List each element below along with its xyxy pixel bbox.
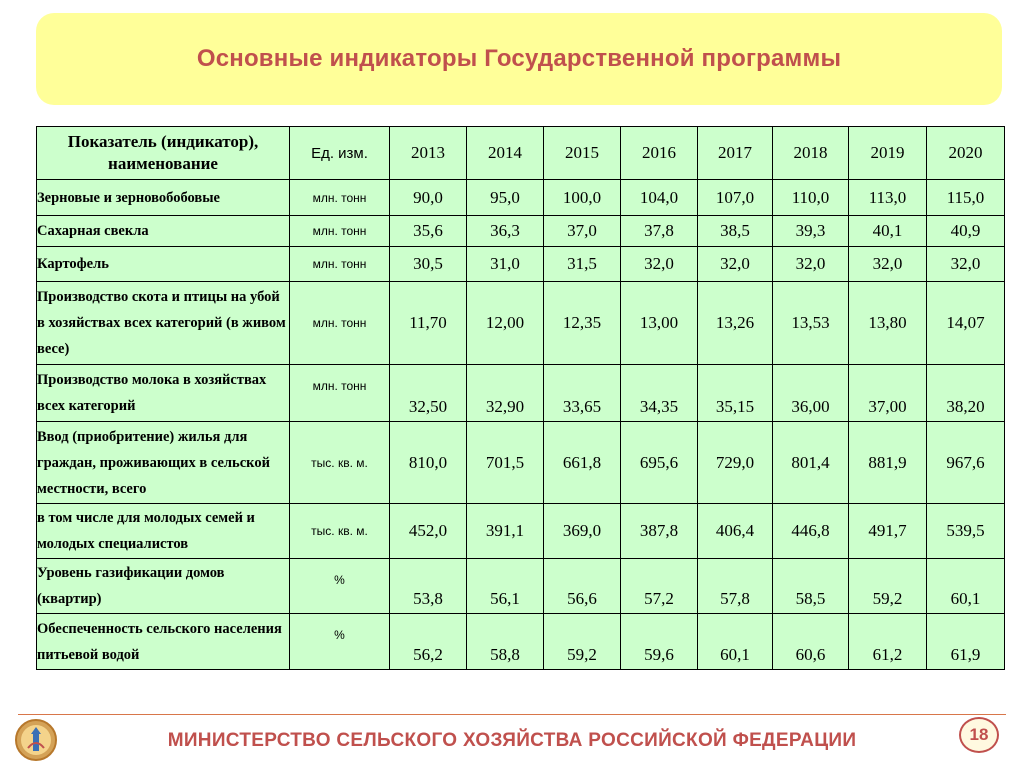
header-year: 2015: [544, 127, 621, 180]
row-value: 391,1: [467, 504, 544, 559]
row-value: 40,9: [927, 216, 1005, 247]
row-value: 58,5: [773, 559, 849, 614]
table-row: [37, 282, 1005, 365]
row-value: 61,9: [927, 614, 1005, 670]
row-value: 729,0: [698, 422, 773, 504]
row-indicator-name: Картофель: [37, 247, 290, 282]
row-value: 369,0: [544, 504, 621, 559]
row-value: 37,8: [621, 216, 698, 247]
header-year: 2016: [621, 127, 698, 180]
row-indicator-name: в том числе для молодых семей и молодых специалистов: [37, 504, 290, 559]
row-value: 36,00: [773, 365, 849, 422]
row-value: 59,2: [849, 559, 927, 614]
row-value: 60,1: [698, 614, 773, 670]
table-row: [37, 216, 1005, 247]
row-unit: млн. тонн: [290, 216, 390, 247]
row-value: 14,07: [927, 282, 1005, 365]
row-value: 37,0: [544, 216, 621, 247]
table-row: [37, 614, 1005, 670]
row-value: 59,6: [621, 614, 698, 670]
header-year: 2017: [698, 127, 773, 180]
row-value: 60,1: [927, 559, 1005, 614]
row-value: 13,26: [698, 282, 773, 365]
row-value: 810,0: [390, 422, 467, 504]
row-value: 53,8: [390, 559, 467, 614]
row-value: 12,35: [544, 282, 621, 365]
row-value: 32,0: [773, 247, 849, 282]
row-value: 95,0: [467, 180, 544, 216]
header-unit: Ед. изм.: [290, 127, 390, 180]
row-unit: млн. тонн: [290, 365, 390, 422]
row-value: 13,00: [621, 282, 698, 365]
header-year: 2014: [467, 127, 544, 180]
row-value: 36,3: [467, 216, 544, 247]
footer-divider: [18, 714, 1006, 715]
row-value: 90,0: [390, 180, 467, 216]
row-value: 115,0: [927, 180, 1005, 216]
row-value: 35,6: [390, 216, 467, 247]
row-indicator-name: Ввод (приобритение) жилья для граждан, проживающих в сельской местности, всего: [37, 422, 290, 504]
row-value: 539,5: [927, 504, 1005, 559]
table-header-row: [37, 127, 1005, 180]
row-unit: %: [290, 559, 390, 614]
row-value: 58,8: [467, 614, 544, 670]
table-row: [37, 247, 1005, 282]
row-value: 801,4: [773, 422, 849, 504]
row-value: 61,2: [849, 614, 927, 670]
row-value: 107,0: [698, 180, 773, 216]
row-indicator-name: Производство молока в хозяйствах всех категорий: [37, 365, 290, 422]
row-value: 13,80: [849, 282, 927, 365]
row-value: 32,0: [621, 247, 698, 282]
row-unit: млн. тонн: [290, 282, 390, 365]
header-year: 2018: [773, 127, 849, 180]
header-year: 2019: [849, 127, 927, 180]
row-value: 110,0: [773, 180, 849, 216]
row-value: 881,9: [849, 422, 927, 504]
row-value: 32,0: [698, 247, 773, 282]
row-value: 32,90: [467, 365, 544, 422]
row-value: 37,00: [849, 365, 927, 422]
row-value: 701,5: [467, 422, 544, 504]
header-year: 2013: [390, 127, 467, 180]
table-row: [37, 365, 1005, 422]
row-indicator-name: Сахарная свекла: [37, 216, 290, 247]
row-value: 57,8: [698, 559, 773, 614]
row-value: 12,00: [467, 282, 544, 365]
page-title: Основные индикаторы Государственной программы: [196, 45, 842, 72]
row-value: 34,35: [621, 365, 698, 422]
row-value: 11,70: [390, 282, 467, 365]
row-indicator-name: Зерновые и зерновобобовые: [37, 180, 290, 216]
row-value: 446,8: [773, 504, 849, 559]
row-value: 491,7: [849, 504, 927, 559]
row-value: 695,6: [621, 422, 698, 504]
row-value: 32,0: [927, 247, 1005, 282]
row-value: 406,4: [698, 504, 773, 559]
ministry-name: МИНИСТЕРСТВО СЕЛЬСКОГО ХОЗЯЙСТВА РОССИЙСКОЙ ФЕДЕРАЦИИ: [167, 730, 857, 751]
row-value: 452,0: [390, 504, 467, 559]
row-value: 32,50: [390, 365, 467, 422]
row-value: 33,65: [544, 365, 621, 422]
table-row: [37, 422, 1005, 504]
row-unit: млн. тонн: [290, 247, 390, 282]
row-unit: тыс. кв. м.: [290, 422, 390, 504]
row-value: 59,2: [544, 614, 621, 670]
row-value: 60,6: [773, 614, 849, 670]
table-row: [37, 504, 1005, 559]
row-value: 38,20: [927, 365, 1005, 422]
header-year: 2020: [927, 127, 1005, 180]
row-value: 31,5: [544, 247, 621, 282]
row-value: 35,15: [698, 365, 773, 422]
row-value: 56,1: [467, 559, 544, 614]
row-unit: тыс. кв. м.: [290, 504, 390, 559]
row-value: 31,0: [467, 247, 544, 282]
row-value: 38,5: [698, 216, 773, 247]
header-indicator: Показатель (индикатор), наименование: [37, 127, 290, 180]
row-value: 56,6: [544, 559, 621, 614]
row-value: 113,0: [849, 180, 927, 216]
row-unit: %: [290, 614, 390, 670]
row-indicator-name: Уровень газификации домов (квартир): [37, 559, 290, 614]
row-value: 39,3: [773, 216, 849, 247]
row-value: 100,0: [544, 180, 621, 216]
table-row: [37, 180, 1005, 216]
row-value: 30,5: [390, 247, 467, 282]
row-value: 967,6: [927, 422, 1005, 504]
row-indicator-name: Обеспеченность сельского населения питьевой водой: [37, 614, 290, 670]
page-number-badge: 18: [959, 717, 999, 753]
row-value: 56,2: [390, 614, 467, 670]
row-unit: млн. тонн: [290, 180, 390, 216]
row-value: 661,8: [544, 422, 621, 504]
row-value: 40,1: [849, 216, 927, 247]
row-value: 104,0: [621, 180, 698, 216]
row-indicator-name: Производство скота и птицы на убой в хозяйствах всех категорий (в живом весе): [37, 282, 290, 365]
row-value: 32,0: [849, 247, 927, 282]
row-value: 387,8: [621, 504, 698, 559]
indicators-table: [36, 126, 1005, 670]
table-row: [37, 559, 1005, 614]
row-value: 13,53: [773, 282, 849, 365]
row-value: 57,2: [621, 559, 698, 614]
title-banner: [36, 13, 1002, 105]
